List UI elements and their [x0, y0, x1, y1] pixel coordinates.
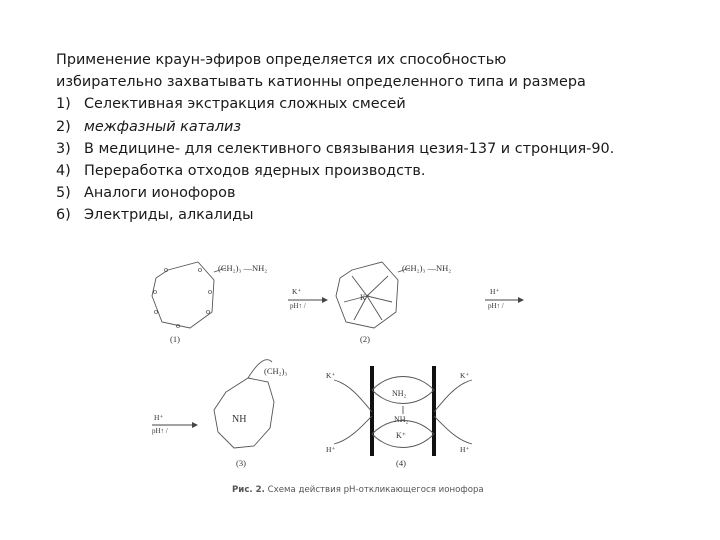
list-number: 1) — [56, 96, 71, 113]
svg-text:o: o — [154, 307, 158, 316]
text-block — [56, 49, 696, 227]
list-text: Селективная экстракция сложных смесей — [84, 96, 406, 113]
list-text: Аналоги ионофоров — [84, 185, 236, 202]
crown-ether-2 — [336, 262, 410, 328]
ph-label: pH↑ / — [290, 302, 306, 310]
list-text: межфазный катализ — [84, 118, 242, 135]
crown-ether-1 — [152, 262, 226, 330]
h-plus-label: H⁺ — [154, 413, 164, 422]
list-number: 3) — [56, 140, 71, 157]
chain-label-1: (CH₂)₃ —NH₂ — [218, 263, 268, 273]
list-text: В медицине- для селективного связывания цезия-137 и стронция-90. — [84, 140, 615, 157]
compound-label: (4) — [396, 458, 406, 468]
ph-label: pH↑ / — [152, 427, 168, 435]
nh-label: NH — [232, 414, 247, 425]
chain-label-3: (CH₂)₃ — [264, 366, 288, 376]
scheme-svg — [140, 250, 540, 480]
nh2-label: NH₂ — [392, 389, 407, 398]
svg-text:o: o — [176, 321, 180, 330]
svg-text:o: o — [164, 265, 168, 274]
k-plus-label: K⁺ — [396, 431, 406, 440]
k-plus-label: K⁺ — [326, 371, 336, 380]
svg-text:o: o — [198, 265, 202, 274]
caption-text: Схема действия pH-откликающегося ионофора — [267, 485, 484, 495]
h-plus-label: H⁺ — [460, 445, 470, 454]
list-item — [56, 116, 696, 138]
ionophore-scheme-figure — [140, 250, 540, 480]
compound-label: (1) — [170, 334, 180, 344]
intro-line-1: Применение краун-эфиров определяется их способностью — [56, 52, 507, 68]
list-number: 4) — [56, 163, 71, 180]
list-item — [56, 160, 696, 182]
h-plus-label: H⁺ — [326, 445, 336, 454]
list-item — [56, 93, 696, 115]
list-number: 2) — [56, 118, 71, 135]
svg-text:o: o — [206, 307, 210, 316]
list-number: 5) — [56, 185, 71, 202]
nh2-label: NH₂ — [394, 415, 409, 424]
intro-line-2: избирательно захватывать катионны определенного типа и размера — [56, 74, 586, 91]
ph-label: pH↑ / — [488, 302, 504, 310]
k-plus-label: K⁺ — [292, 287, 302, 296]
caption-bold: Рис. 2. — [232, 485, 265, 495]
figure-caption — [232, 485, 532, 495]
list-item — [56, 182, 696, 204]
h-plus-label: H⁺ — [490, 287, 500, 296]
compound-label: (3) — [236, 458, 246, 468]
list-number: 6) — [56, 207, 71, 224]
compound-label: (2) — [360, 334, 370, 344]
membrane-scheme — [334, 366, 472, 456]
k-center-label: K⁺ — [360, 293, 370, 302]
chain-label-2: (CH₂)₃ —NH₂ — [402, 263, 452, 273]
list-item — [56, 138, 696, 160]
k-plus-label: K⁺ — [460, 371, 470, 380]
list-text: Электриды, алкалиды — [84, 207, 254, 224]
list-item — [56, 204, 696, 226]
list-text: Переработка отходов ядерных производств. — [84, 163, 426, 180]
svg-text:o: o — [208, 287, 212, 296]
svg-text:o: o — [153, 287, 157, 296]
